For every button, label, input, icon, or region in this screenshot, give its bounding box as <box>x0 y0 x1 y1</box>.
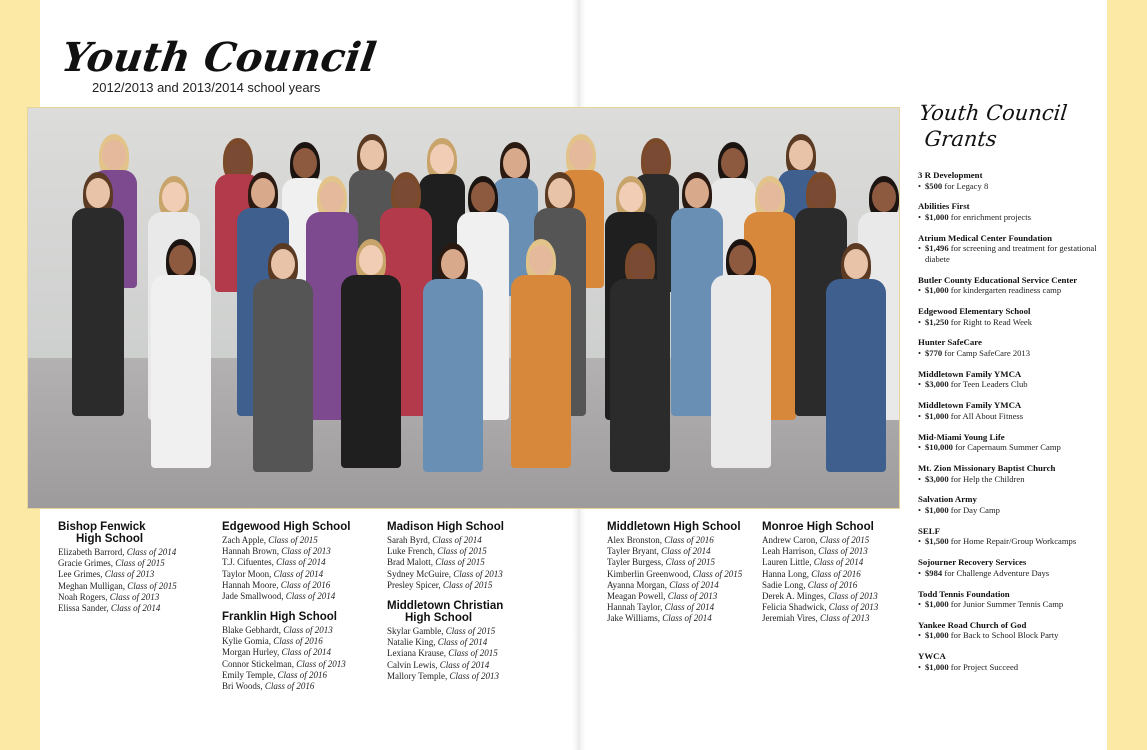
member-name: Sadie Long, <box>762 579 808 590</box>
grant-item <box>918 620 1098 641</box>
grant-org: YWCA <box>918 651 946 662</box>
member-item <box>762 546 912 557</box>
school-name <box>58 521 208 545</box>
grants-title <box>915 100 1068 152</box>
member-class: Class of 2014 <box>813 557 864 568</box>
grants-title-line2: Grants <box>923 127 998 151</box>
member-item <box>762 557 912 568</box>
member-item <box>387 626 537 637</box>
member-name: Elissa Sander, <box>58 603 111 614</box>
grant-org: Sojourner Recovery Services <box>918 557 1027 568</box>
member-item <box>222 557 372 568</box>
member-item <box>387 569 537 580</box>
member-class: Class of 2014 <box>276 557 326 568</box>
grant-detail <box>918 662 1098 673</box>
school-name <box>387 521 537 533</box>
grant-detail <box>918 599 1098 610</box>
grant-org: SELF <box>918 525 941 536</box>
member-name: Tayler Bryant, <box>607 546 662 557</box>
member-item <box>387 671 537 682</box>
member-class: Class of 2016 <box>264 681 315 692</box>
school-name-line1: Franklin High School <box>222 611 338 623</box>
member-item <box>58 592 208 603</box>
school-name-line1: Bishop Fenwick <box>58 521 146 533</box>
school-name-line1: Edgewood High School <box>222 521 351 533</box>
member-name: Lee Grimes, <box>58 569 105 580</box>
head-shape <box>271 249 295 279</box>
grant-item <box>918 170 1098 191</box>
member-class: Class of 2016 <box>277 669 327 680</box>
grant-detail <box>918 285 1098 296</box>
member-item <box>387 660 537 671</box>
member-item <box>387 546 537 557</box>
member-class: Class of 2013 <box>281 546 331 557</box>
page-title: Youth Council <box>58 34 380 81</box>
body-shape <box>423 279 483 472</box>
member-class: Class of 2013 <box>820 613 870 624</box>
school-name <box>387 600 537 624</box>
member-item <box>762 569 912 580</box>
body-shape <box>610 279 670 472</box>
school-block <box>607 521 757 625</box>
member-item <box>222 636 372 647</box>
member-class: Class of 2014 <box>432 535 482 545</box>
member-item <box>762 535 912 546</box>
school-block <box>222 611 372 692</box>
grant-purpose: for Project Succeed <box>948 661 1019 672</box>
school-block <box>222 521 372 602</box>
member-class: Class of 2013 <box>667 591 718 602</box>
head-shape <box>471 182 495 212</box>
head-shape <box>359 245 383 275</box>
member-item <box>222 535 372 546</box>
grant-item <box>918 275 1098 296</box>
body-shape <box>826 279 886 472</box>
member-item <box>762 580 912 591</box>
member-name: Emily Temple, <box>222 669 278 680</box>
grant-detail <box>918 348 1098 359</box>
member-item <box>222 580 372 591</box>
member-class: Class of 2015 <box>665 557 715 568</box>
grant-amount: $1,000 <box>925 211 949 222</box>
member-class: Class of 2013 <box>296 658 346 669</box>
member-class: Class of 2014 <box>439 659 490 670</box>
member-name: Bri Woods, <box>222 681 265 692</box>
member-name: Taylor Moon, <box>222 568 274 579</box>
head-shape <box>320 182 344 212</box>
member-name: Zach Apple, <box>222 535 269 545</box>
member-name: Luke French, <box>387 546 438 557</box>
member-name: Sarah Byrd, <box>387 535 433 545</box>
member-name: T.J. Cifuentes, <box>222 557 277 568</box>
member-list <box>222 625 372 692</box>
member-item <box>222 659 372 670</box>
grant-item <box>918 526 1098 547</box>
member-class: Class of 2016 <box>280 579 331 590</box>
grant-purpose: for Day Camp <box>948 504 1000 515</box>
grant-item <box>918 400 1098 421</box>
grant-item <box>918 494 1098 515</box>
member-class: Class of 2016 <box>807 579 858 590</box>
grant-purpose: for Right to Read Week <box>948 316 1033 327</box>
grant-amount: $1,000 <box>925 599 949 610</box>
grant-org: Abilities First <box>918 201 970 212</box>
grant-amount: $1,500 <box>925 536 949 547</box>
member-item <box>58 569 208 580</box>
member-name: Alex Bronston, <box>607 535 665 545</box>
member-name: Hannah Moore, <box>222 579 281 590</box>
member-class: Class of 2015 <box>437 546 487 557</box>
member-class: Class of 2015 <box>268 535 318 545</box>
member-list <box>607 535 757 625</box>
head-shape <box>226 144 250 174</box>
grant-purpose: for Capernaum Summer Camp <box>952 442 1061 453</box>
member-name: Jade Smallwood, <box>222 591 286 602</box>
member-class: Class of 2015 <box>445 626 496 636</box>
grants-title-line1: Youth Council <box>918 101 1069 125</box>
school-name <box>222 521 372 533</box>
grant-purpose: for enrichment projects <box>948 211 1031 222</box>
member-item <box>387 557 537 568</box>
member-name: Hannah Brown, <box>222 546 282 557</box>
grant-detail <box>918 243 1098 264</box>
member-item <box>607 557 757 568</box>
grant-amount: $1,496 <box>925 243 949 254</box>
head-shape <box>844 249 868 279</box>
grant-detail <box>918 568 1098 579</box>
grant-purpose: for All About Fitness <box>948 410 1024 421</box>
grant-item <box>918 233 1098 265</box>
member-name: Natalie King, <box>387 637 438 648</box>
member-item <box>607 613 757 624</box>
member-class: Class of 2015 <box>442 579 493 590</box>
member-name: Sydney McGuire, <box>387 568 454 579</box>
member-name: Mallory Temple, <box>387 670 450 681</box>
grant-org: Todd Tennis Foundation <box>918 588 1010 599</box>
member-class: Class of 2013 <box>828 591 878 602</box>
body-shape <box>511 275 571 468</box>
member-name: Jake Williams, <box>607 613 663 624</box>
school-name-line1: Monroe High School <box>762 521 874 533</box>
head-shape <box>628 249 652 279</box>
grant-purpose: for Back to School Block Party <box>948 630 1059 641</box>
member-list <box>58 547 208 614</box>
member-item <box>222 681 372 692</box>
grant-purpose: for screening and treatment for gestational diabete <box>925 243 1097 264</box>
member-name: Gracie Grimes, <box>58 558 116 569</box>
member-class: Class of 2014 <box>285 591 336 602</box>
grant-item <box>918 201 1098 222</box>
head-shape <box>503 148 527 178</box>
grant-item <box>918 463 1098 484</box>
member-class: Class of 2016 <box>811 568 861 579</box>
member-item <box>607 591 757 602</box>
member-name: Morgan Hurley, <box>222 647 282 658</box>
member-name: Meagan Powell, <box>607 591 668 602</box>
member-name: Connor Stickelman, <box>222 658 297 669</box>
member-item <box>607 569 757 580</box>
member-item <box>607 546 757 557</box>
grant-amount: $3,000 <box>925 379 949 390</box>
grant-detail <box>918 317 1098 328</box>
school-block <box>387 521 537 591</box>
head-shape <box>430 144 454 174</box>
member-class: Class of 2013 <box>828 602 879 613</box>
member-item <box>222 647 372 658</box>
grant-purpose: for Legacy 8 <box>942 180 989 191</box>
member-name: Jeremiah Vires, <box>762 613 821 624</box>
member-name: Kylie Gomia, <box>222 636 274 647</box>
school-block <box>762 521 912 625</box>
grant-org: Butler County Educational Service Center <box>918 274 1078 285</box>
member-list <box>387 626 537 682</box>
school-name <box>762 521 912 533</box>
school-name-line1: Middletown Christian <box>387 600 504 612</box>
member-item <box>607 535 757 546</box>
grant-purpose: for Challenge Adventure Days <box>942 567 1050 578</box>
member-item <box>58 558 208 569</box>
person-figure <box>151 243 211 468</box>
grant-org: Mid-Miami Young Life <box>918 431 1005 442</box>
school-name <box>607 521 757 533</box>
member-class: Class of 2014 <box>126 547 177 557</box>
head-shape <box>529 245 553 275</box>
grant-org: Atrium Medical Center Foundation <box>918 232 1052 243</box>
person-figure <box>72 176 124 416</box>
member-item <box>222 591 372 602</box>
grant-detail <box>918 411 1098 422</box>
grant-org: Hunter SafeCare <box>918 337 982 348</box>
person-figure <box>423 247 483 472</box>
head-shape <box>758 182 782 212</box>
grant-purpose: for Home Repair/Group Workcamps <box>948 536 1077 547</box>
member-name: Brad Malott, <box>387 557 436 568</box>
grant-org: Salvation Army <box>918 494 977 505</box>
grant-purpose: for Teen Leaders Club <box>948 379 1028 390</box>
member-name: Presley Spicer, <box>387 579 443 590</box>
member-class: Class of 2016 <box>273 636 323 647</box>
member-item <box>762 602 912 613</box>
member-name: Hannah Taylor, <box>607 602 665 613</box>
grant-item <box>918 557 1098 578</box>
grant-detail <box>918 474 1098 485</box>
grant-purpose: for kindergarten readiness camp <box>948 285 1062 296</box>
member-class: Class of 2015 <box>692 568 743 579</box>
school-name-line1: Middletown High School <box>607 521 741 533</box>
member-item <box>58 603 208 614</box>
member-class: Class of 2014 <box>669 579 719 590</box>
grant-purpose: for Help the Children <box>948 473 1025 484</box>
member-name: Skylar Gamble, <box>387 626 446 636</box>
school-block <box>58 521 208 614</box>
person-figure <box>511 243 571 468</box>
grant-amount: $500 <box>925 180 943 191</box>
member-name: Noah Rogers, <box>58 591 110 602</box>
school-name-line2: High School <box>405 612 473 624</box>
member-name: Elizabeth Barrord, <box>58 547 127 557</box>
school-name-line2: High School <box>76 533 144 545</box>
grant-amount: $1,000 <box>925 630 949 641</box>
grant-detail <box>918 536 1098 547</box>
head-shape <box>729 245 753 275</box>
grant-amount: $1,000 <box>925 661 949 672</box>
grant-org: Middletown Family YMCA <box>918 400 1022 411</box>
grant-amount: $1,000 <box>925 410 949 421</box>
group-photo <box>28 108 899 508</box>
member-name: Meghan Mulligan, <box>58 580 128 591</box>
grant-detail <box>918 181 1098 192</box>
member-item <box>222 569 372 580</box>
body-shape <box>151 275 211 468</box>
member-class: Class of 2015 <box>127 580 177 591</box>
member-class: Class of 2014 <box>662 613 712 624</box>
head-shape <box>169 245 193 275</box>
head-shape <box>548 178 572 208</box>
grant-purpose: for Junior Summer Tennis Camp <box>948 599 1064 610</box>
person-figure <box>341 243 401 468</box>
member-item <box>58 581 208 592</box>
member-name: Leah Harrison, <box>762 546 819 557</box>
grant-org: 3 R Development <box>918 170 983 180</box>
member-class: Class of 2015 <box>448 648 498 659</box>
grant-amount: $1,000 <box>925 285 949 296</box>
grant-item <box>918 651 1098 672</box>
head-shape <box>872 182 896 212</box>
member-class: Class of 2013 <box>453 568 503 579</box>
person-figure <box>711 243 771 468</box>
member-name: Ayanna Morgan, <box>607 579 670 590</box>
grant-purpose: for Camp SafeCare 2013 <box>942 347 1031 358</box>
grant-item <box>918 306 1098 327</box>
head-shape <box>394 178 418 208</box>
grant-org: Mt. Zion Missionary Baptist Church <box>918 463 1056 474</box>
head-shape <box>789 140 813 170</box>
member-class: Class of 2014 <box>273 568 324 579</box>
member-class: Class of 2015 <box>435 557 485 568</box>
school-name <box>222 611 372 623</box>
body-shape <box>341 275 401 468</box>
head-shape <box>360 140 384 170</box>
member-item <box>387 648 537 659</box>
member-class: Class of 2014 <box>110 603 161 614</box>
member-class: Class of 2014 <box>661 546 711 557</box>
head-shape <box>644 144 668 174</box>
member-class: Class of 2013 <box>104 569 155 580</box>
grant-amount: $770 <box>925 347 943 358</box>
right-page-border <box>1107 0 1147 750</box>
school-block <box>387 600 537 682</box>
member-class: Class of 2014 <box>281 647 332 658</box>
head-shape <box>619 182 643 212</box>
grant-detail <box>918 630 1098 641</box>
grant-amount: $10,000 <box>925 442 953 453</box>
member-class: Class of 2013 <box>818 546 868 557</box>
person-figure <box>826 247 886 472</box>
member-item <box>607 602 757 613</box>
member-name: Derek A. Minges, <box>762 591 829 602</box>
grant-org: Edgewood Elementary School <box>918 306 1031 317</box>
body-shape <box>253 279 313 472</box>
grant-org: Yankee Road Church of God <box>918 619 1027 630</box>
member-item <box>607 580 757 591</box>
member-name: Lexiana Krause, <box>387 648 449 659</box>
grant-detail <box>918 505 1098 516</box>
grant-item <box>918 337 1098 358</box>
member-class: Class of 2014 <box>664 602 715 613</box>
member-class: Class of 2015 <box>819 535 870 545</box>
grant-item <box>918 369 1098 390</box>
member-item <box>58 547 208 558</box>
grant-detail <box>918 212 1098 223</box>
page-subtitle: 2012/2013 and 2013/2014 school years <box>92 80 321 95</box>
member-item <box>762 613 912 624</box>
member-name: Andrew Caron, <box>762 535 820 545</box>
head-shape <box>293 148 317 178</box>
member-class: Class of 2015 <box>115 558 165 569</box>
school-name-line1: Madison High School <box>387 521 504 533</box>
member-class: Class of 2013 <box>109 591 160 602</box>
member-item <box>762 591 912 602</box>
grant-org: Middletown Family YMCA <box>918 368 1022 379</box>
member-name: Kimberlin Greenwood, <box>607 568 693 579</box>
member-item <box>222 546 372 557</box>
person-figure <box>610 247 670 472</box>
grant-item <box>918 432 1098 453</box>
grant-detail <box>918 442 1098 453</box>
head-shape <box>102 140 126 170</box>
head-shape <box>86 178 110 208</box>
member-class: Class of 2014 <box>437 637 488 648</box>
head-shape <box>441 249 465 279</box>
grant-amount: $1,250 <box>925 316 949 327</box>
member-name: Felicia Shadwick, <box>762 602 829 613</box>
grant-detail <box>918 379 1098 390</box>
grants-list <box>918 170 1098 683</box>
head-shape <box>721 148 745 178</box>
member-list <box>222 535 372 602</box>
member-name: Blake Gebhardt, <box>222 625 284 635</box>
member-item <box>387 535 537 546</box>
member-item <box>222 625 372 636</box>
member-name: Lauren Little, <box>762 557 814 568</box>
member-name: Hanna Long, <box>762 568 812 579</box>
head-shape <box>809 178 833 208</box>
grant-amount: $1,000 <box>925 504 949 515</box>
person-figure <box>253 247 313 472</box>
member-class: Class of 2016 <box>664 535 714 545</box>
head-shape <box>685 178 709 208</box>
member-list <box>762 535 912 625</box>
member-item <box>387 637 537 648</box>
member-class: Class of 2013 <box>283 625 333 635</box>
member-class: Class of 2013 <box>449 670 499 681</box>
member-name: Calvin Lewis, <box>387 659 440 670</box>
head-shape <box>569 140 593 170</box>
grant-amount: $3,000 <box>925 473 949 484</box>
body-shape <box>711 275 771 468</box>
body-shape <box>72 208 124 416</box>
grant-amount: $984 <box>925 567 943 578</box>
member-list <box>387 535 537 591</box>
head-shape <box>162 182 186 212</box>
member-item <box>222 670 372 681</box>
member-item <box>387 580 537 591</box>
grant-item <box>918 589 1098 610</box>
member-name: Tayler Burgess, <box>607 557 666 568</box>
head-shape <box>251 178 275 208</box>
